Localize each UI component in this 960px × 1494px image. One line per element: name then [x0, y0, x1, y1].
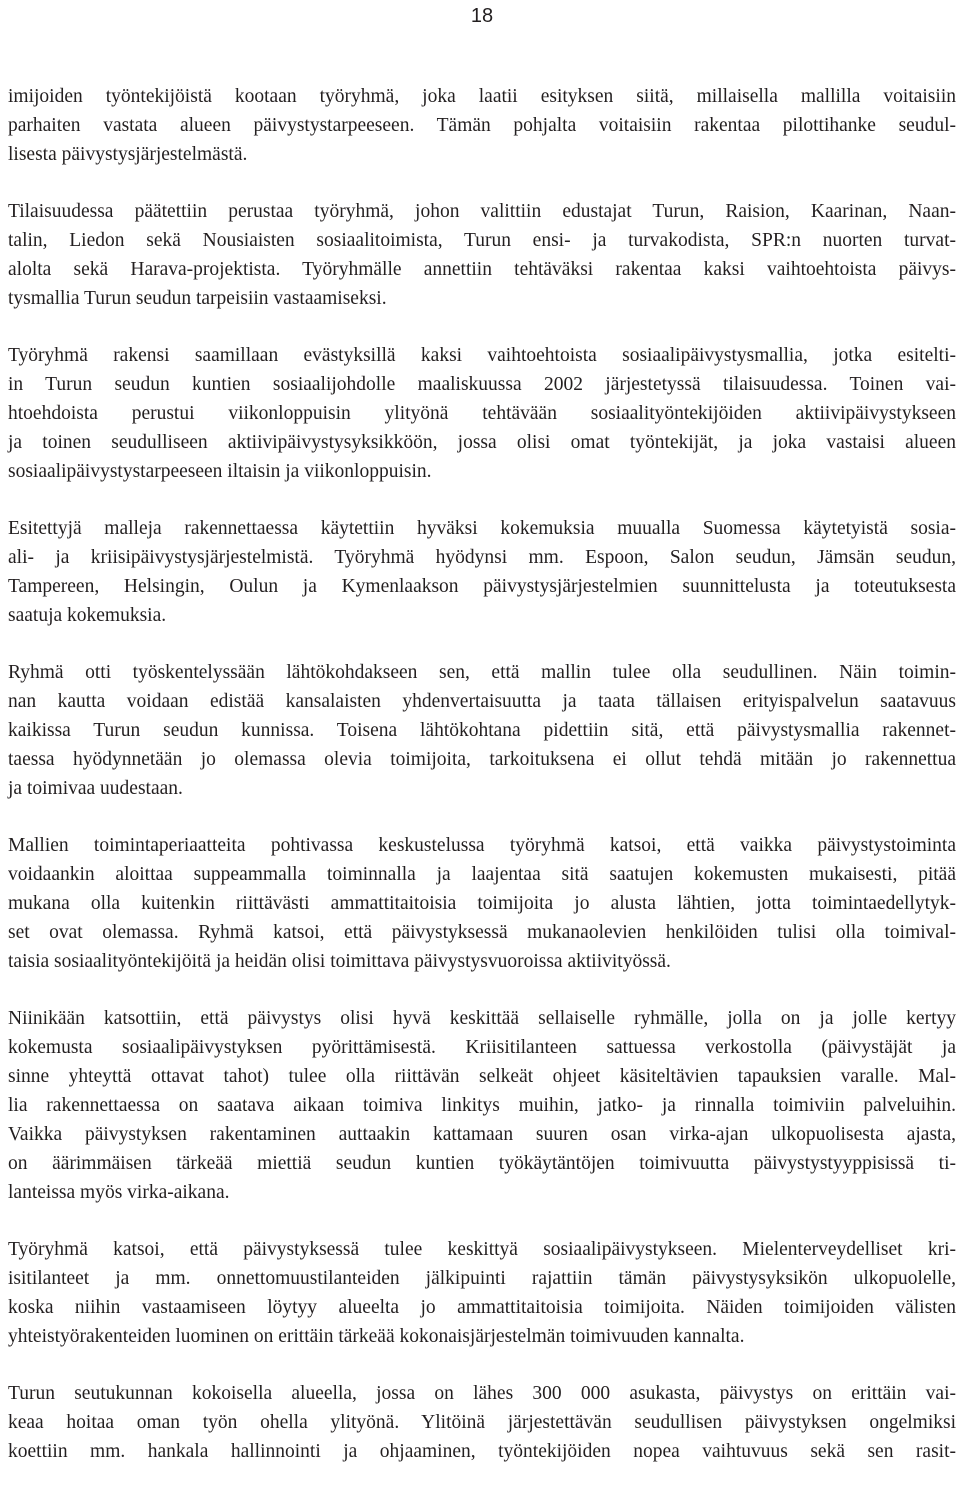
text-line: koska niihin vastaamiseen löytyy alueelta jo ammattitaitoisia toimijoita. Näiden toimijoiden välisten [8, 1297, 956, 1318]
text-line: htoehdoista perustui viikonloppuisin ylityönä tehtävään sosiaalityöntekijöiden aktiivipäivystykseen [8, 403, 956, 424]
text-line: kaikissa Turun seudun kunnissa. Toisena lähtökohtana pidettiin sitä, että päivystysmallia rakennet- [8, 720, 956, 741]
text-line: voidaankin aloittaa suppeammalla toiminnalla ja laajentaa sitä saatujen kokemusten mukaisesti, pitää [8, 864, 956, 885]
text-line: set ovat olemassa. Ryhmä katsoi, että päivystyksessä mukanaolevien henkilöiden tulisi olla toimival- [8, 922, 956, 943]
text-line: isitilanteet ja mm. onnettomuustilanteiden jälkipuinti rajattiin tämän päivystysyksikön ulkopuolelle, [8, 1268, 956, 1289]
text-line: taisia sosiaalityöntekijöitä ja heidän olisi toimittava päivystysvuoroissa aktiivityössä. [8, 951, 671, 972]
text-line: on äärimmäisen tärkeää miettiä seudun kuntien työkäytäntöjen toimivuutta päivystystyyppisissä ti- [8, 1153, 956, 1174]
text-line: nan kautta voidaan edistää kansalaisten yhdenvertaisuutta ja taata tällaisen erityispalvelun saatavuus [8, 691, 956, 712]
text-line: lisesta päivystysjärjestelmästä. [8, 144, 248, 165]
text-line: keaa hoitaa oman työn ohella ylityönä. Ylitöinä järjestettävän seudullisen päivystyksen ongelmiksi [8, 1412, 956, 1433]
text-line: sosiaalipäivystystarpeeseen iltaisin ja viikonloppuisin. [8, 461, 432, 482]
text-line: kokemusta sosiaalipäivystyksen pyörittämisestä. Kriisitilanteen sattuessa verkostolla (päivystäjät ja [8, 1037, 956, 1058]
paragraph-8 [8, 1235, 956, 1351]
text-line: Tilaisuudessa päätettiin perustaa työryhmä, johon valittiin edustajat Turun, Raision, Kaarinan, Naan- [8, 201, 956, 222]
text-line: Työryhmä rakensi saamillaan evästyksillä kaksi vaihtoehtoista sosiaalipäivystysmallia, jotka esitelti- [8, 345, 956, 366]
paragraph-9 [8, 1379, 956, 1466]
text-line: sinne yhteyttä ottavat tahot) tulee olla riittävän selkeät ohjeet käsiteltävien tapauksien varalle. Mal- [8, 1066, 956, 1087]
text-line: Tampereen, Helsingin, Oulun ja Kymenlaakson päivystysjärjestelmien suunnittelusta ja toteutuksesta [8, 576, 956, 597]
text-line: Työryhmä katsoi, että päivystyksessä tulee keskittyä sosiaalipäivystykseen. Mielenterveydelliset kri- [8, 1239, 956, 1260]
text-line: tysmallia Turun seudun tarpeisiin vastaamiseksi. [8, 288, 387, 309]
paragraph-3 [8, 341, 956, 486]
text-line: parhaiten vastata alueen päivystystarpeeseen. Tämän pohjalta voitaisiin rakentaa pilottihanke seudul- [8, 115, 956, 136]
text-line: lanteissa myös virka-aikana. [8, 1182, 230, 1203]
text-line: Mallien toimintaperiaatteita pohtivassa keskustelussa työryhmä katsoi, että vaikka päivystystoiminta [8, 835, 956, 856]
paragraph-4 [8, 514, 956, 630]
text-line: alolta sekä Harava-projektista. Työryhmälle annettiin tehtäväksi rakentaa kaksi vaihtoehtoista päivys- [8, 259, 956, 280]
page-number: 18 [470, 5, 494, 27]
text-line: Vaikka päivystyksen rakentaminen auttaakin kattamaan suuren osan virka-ajan ulkopuolisesta ajasta, [8, 1124, 956, 1145]
text-line: ja toinen seudulliseen aktiivipäivystysyksikköön, jossa olisi omat työntekijät, ja joka vastaisi alueen [8, 432, 956, 453]
paragraph-5 [8, 658, 956, 803]
text-line: lia rakennettaessa on saatava aikaan toimiva linkitys muihin, jatko- ja rinnalla toimiviin palveluihin. [8, 1095, 956, 1116]
paragraph-7 [8, 1004, 956, 1207]
text-line: taessa hyödynnetään jo olemassa olevia toimijoita, tarkoituksena ei ollut tehdä mitään jo rakennettua [8, 749, 956, 770]
text-line: Esitettyjä malleja rakennettaessa käytettiin hyväksi kokemuksia muualla Suomessa käytetyistä sosia- [8, 518, 956, 539]
text-line: talin, Liedon sekä Nousiaisten sosiaalitoimista, Turun ensi- ja turvakodista, SPR:n nuorten turvat- [8, 230, 956, 251]
text-line: mukana olla kuitenkin riittävästi ammattitaitoisia toimijoita jo alusta lähtien, jotta toimintaedellytyk- [8, 893, 956, 914]
text-line: in Turun seudun kuntien sosiaalijohdolle maaliskuussa 2002 järjestetyssä tilaisuudessa. Toinen vai- [8, 374, 956, 395]
paragraph-1 [8, 82, 956, 169]
text-line: ali- ja kriisipäivystysjärjestelmistä. Työryhmä hyödynsi mm. Espoon, Salon seudun, Jämsän seudun, [8, 547, 956, 568]
text-line: ja toimivaa uudestaan. [8, 778, 183, 799]
text-line: Turun seutukunnan kokoisella alueella, jossa on lähes 300 000 asukasta, päivystys on erittäin vai- [8, 1383, 956, 1404]
text-line: saatuja kokemuksia. [8, 605, 167, 626]
body-text [8, 82, 956, 1494]
paragraph-6 [8, 831, 956, 976]
text-line: imijoiden työntekijöistä kootaan työryhmä, joka laatii esityksen siitä, millaisella mallilla voitaisiin [8, 86, 956, 107]
text-line: Ryhmä otti työskentelyssään lähtökohdakseen sen, että mallin tulee olla seudullinen. Näin toimin- [8, 662, 956, 683]
text-line: Niinikään katsottiin, että päivystys olisi hyvä keskittää sellaiselle ryhmälle, jolla on ja jolle kertyy [8, 1008, 956, 1029]
text-line: yhteistyörakenteiden luominen on erittäin tärkeää kokonaisjärjestelmän toimivuuden kannalta. [8, 1326, 745, 1347]
paragraph-2 [8, 197, 956, 313]
text-line: koettiin mm. hankala hallinnointi ja ohjaaminen, työntekijöiden nopea vaihtuvuus sekä sen rasit- [8, 1441, 956, 1462]
